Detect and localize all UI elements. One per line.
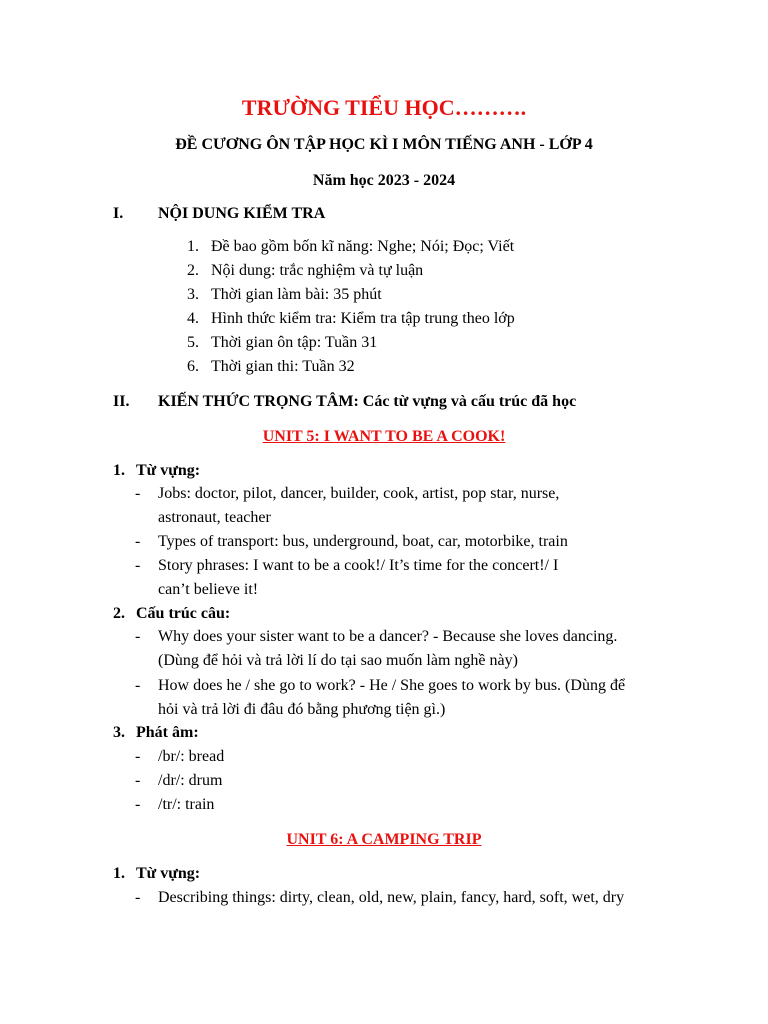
document-title: ĐỀ CƯƠNG ÔN TẬP HỌC KÌ I MÔN TIẾNG ANH - LỚP 4 — [175, 136, 593, 153]
section-number: II. — [113, 393, 130, 410]
section-title: NỘI DUNG KIỂM TRA — [158, 205, 326, 222]
unit-5-title: UNIT 5: I WANT TO BE A COOK! — [262, 428, 506, 445]
school-title: TRƯỜNG TIỂU HỌC………. — [241, 95, 527, 120]
section-title: KIẾN THỨC TRỌNG TÂM: Các từ vựng và cấu trúc đã học — [158, 393, 577, 410]
document-page: TRƯỜNG TIỂU HỌC………. ĐỀ CƯƠNG ÔN TẬP HỌC KÌ I MÔN TIẾNG ANH - LỚP 4 Năm học 2023 - 2024 I. NỘI DUNG KIỂM TRA 1. Đề bao gồm bốn kĩ năng: Nghe; Nói; Đọc; Viết 2. Nội dung: trắc nghiệm và tự luận 3. Thời gian làm bài: 35 phút 4. Hình thức kiểm tra: Kiểm tra tập trung theo lớp 5. Thời gian ôn tập: Tuần 31 6. Thời gian thi: Tuần 32 II. KIẾN THỨC TRỌNG TÂM: Các từ vựng và cấu trúc đã học UNIT 5: I WANT TO BE A COOK! 1. Từ vựng: - Jobs: doctor, pilot, dancer, builder, cook, artist, pop star, nurse, astronaut, teacher - Types of transport: bus, underground, boat, car, motorbike, train - Story phrases: I want to be a cook!/ It’s time for the concert!/ I can’t believe it! 2. Cấu trúc câu: - Why does your sister want to be a dancer? - Because she loves dancing. (Dùng để hỏi và trả lời lí do tại sao muốn làm nghề này) - How does he / she go to work? - He / She goes to work by bus. (Dùng để hỏi và trả lời đi đâu đó bằng phương tiện gì.) 3. Phát âm: - /br/: bread - /dr/: drum - /tr/: train UNIT 6: A CAMPING TRIP 1. Từ vựng: - Describing things: dirty, clean, old, new, plain, fancy, hard, soft, wet, dry — [0, 0, 768, 1024]
section-number: I. — [113, 205, 124, 222]
unit-6-title: UNIT 6: A CAMPING TRIP — [286, 831, 482, 848]
school-year: Năm học 2023 - 2024 — [312, 172, 456, 189]
